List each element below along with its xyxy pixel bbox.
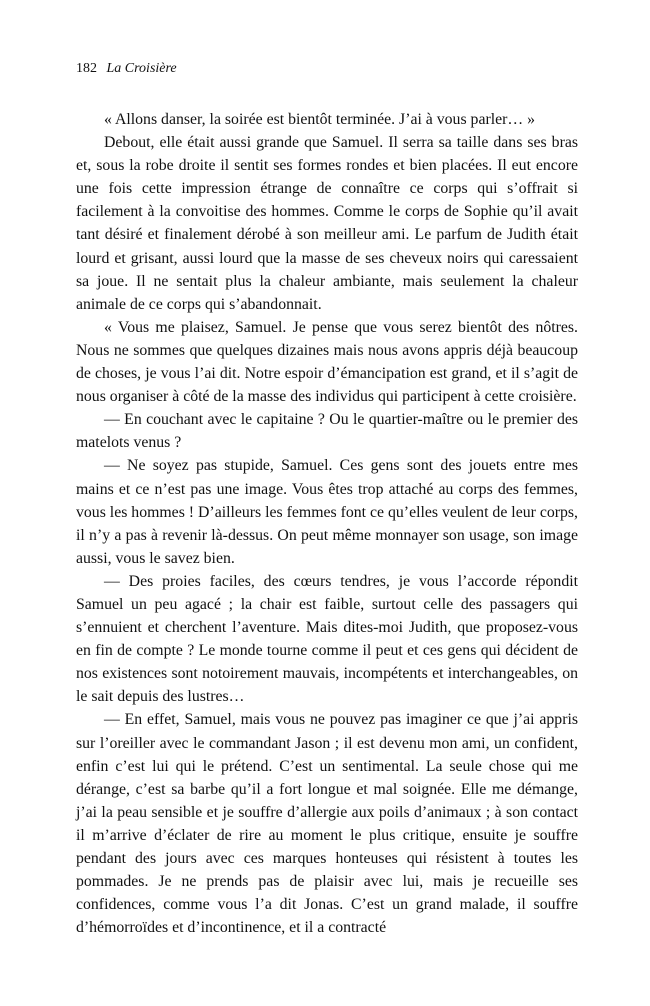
paragraph-3: « Vous me plaisez, Samuel. Je pense que vous serez bientôt des nôtres. Nous ne sommes que quelques dizaines mais nous avons appris déjà beaucoup de choses, je vous l’ai dit. Notre espoir d’émancipation est grand, et il s’agit de nous organiser à côté de la masse des individus qui participent à cette croisière. xyxy=(76,318,578,406)
page-number: 182 xyxy=(76,61,97,76)
paragraph-7: — En effet, Samuel, mais vous ne pouvez pas imaginer ce que j’ai appris sur l’oreiller avec le commandant Jason ; il est devenu mon ami, un confident, enfin c’est lui qui le prétend. C’est un sentimental. La seule chose qui me dérange, c’est sa barbe qu’il a fort longue et mal soignée. Elle me démange, j’ai la peau sensible et je souffre d’allergie aux poils d’animaux ; à son contact il m’arrive d’éclater de rire au moment le plus critique, ensuite je souffre pendant des jours avec ces marques honteuses qui résistent à toutes les pommades. Je ne prends pas de plaisir avec lui, mais je recueille ses confidences, comme vous l’a dit Jonas. C’est un grand malade, il souffre d’hémorroïdes et d’incontinence, et il a contracté xyxy=(76,711,578,937)
paragraph-4: — En couchant avec le capitaine ? Ou le quartier-maître ou le premier des matelots venus ? xyxy=(76,411,578,452)
paragraph-5: — Ne soyez pas stupide, Samuel. Ces gens sont des jouets entre mes mains et ce n’est pas une image. Vous êtes trop attaché au corps des femmes, vous les hommes ! D’ailleurs les femmes font ce qu’elles veulent de leur corps, il n’y a pas à revenir là-dessus. On peut même monnayer son usage, son image aussi, vous le savez bien. xyxy=(76,457,578,567)
paragraph-6: — Des proies faciles, des cœurs tendres, je vous l’accorde répondit Samuel un peu agacé ; la chair est faible, surtout celle des passagers qui s’ennuient et cherchent l’aventure. Mais dites-moi Judith, que proposez-vous en fin de compte ? Le monde tourne comme il peut et ces gens qui décident de nos existences sont notoirement mauvais, incompétents et interchangeables, on le sait depuis des lustres… xyxy=(76,572,578,706)
body-text xyxy=(76,108,578,939)
paragraph-2: Debout, elle était aussi grande que Samuel. Il serra sa taille dans ses bras et, sous la robe droite il sentit ses formes rondes et bien placées. Il eut encore une fois cette impression étrange de connaître ce corps qui s’offrait si facilement à la convoitise des hommes. Comme le corps de Sophie qu’il avait tant désiré et finalement dérobé à son meilleur ami. Le parfum de Judith était lourd et grisant, aussi lourd que la masse de ses cheveux noirs qui caressaient sa joue. Il ne sentait plus la chaleur ambiante, mais seulement la chaleur animale de ce corps qui s’abandonnait. xyxy=(76,134,578,313)
running-header xyxy=(76,60,177,78)
paragraph-1: « Allons danser, la soirée est bientôt terminée. J’ai à vous parler… » xyxy=(104,111,536,128)
running-title: La Croisière xyxy=(106,61,177,76)
